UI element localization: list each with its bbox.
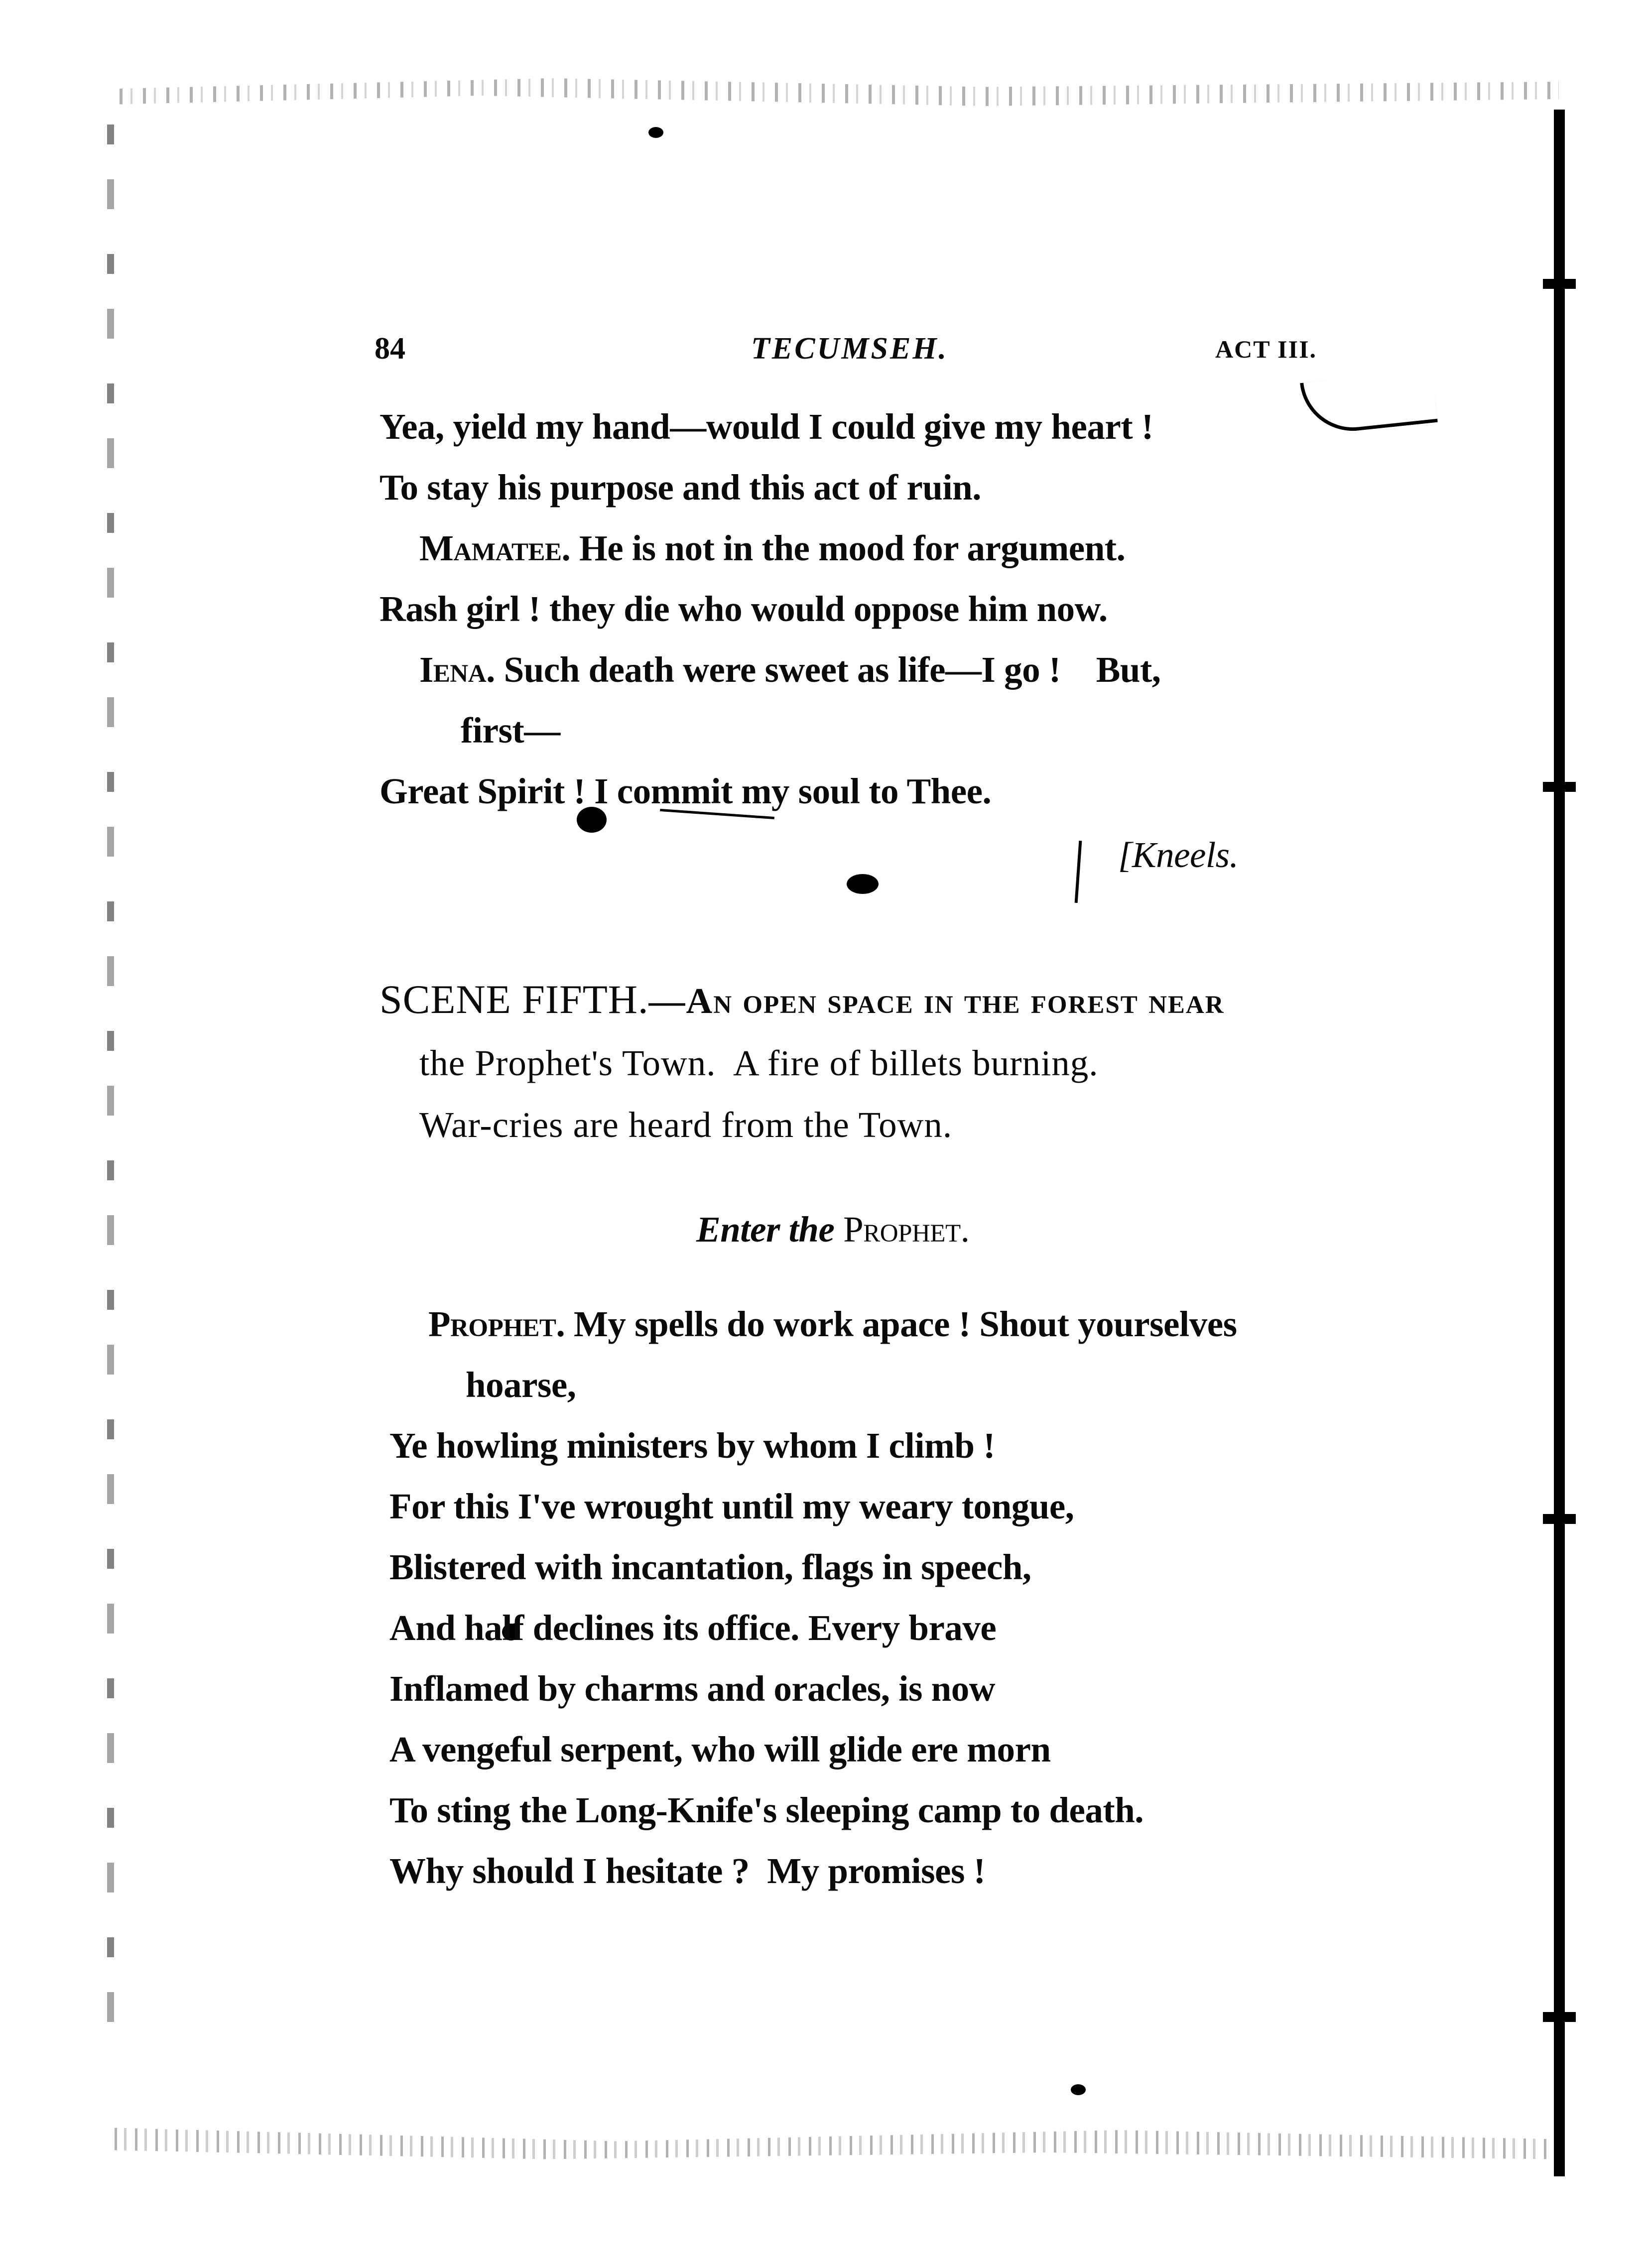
- scene-description: the Prophet's Town. A fire of billets burning.: [419, 1043, 1099, 1083]
- verse-line: hoarse,: [466, 1365, 576, 1405]
- ink-blot: [1071, 2084, 1086, 2095]
- speech-text: Such death were sweet as life—I go ! But,: [504, 649, 1161, 690]
- pencil-mark: [1300, 369, 1438, 436]
- scan-edge-left: [107, 125, 114, 2067]
- verse-line: Blistered with incantation, flags in speech,: [389, 1547, 1031, 1587]
- speech-text: He is not in the mood for argument.: [579, 528, 1126, 568]
- speech-line: [419, 651, 1161, 688]
- verse-line: For this I've wrought until my weary tongue,: [389, 1486, 1074, 1526]
- verse-line: To sting the Long-Knife's sleeping camp to death.: [389, 1790, 1144, 1830]
- scene-dash: —: [648, 981, 686, 1021]
- speaker-name: Iena.: [419, 649, 495, 690]
- ink-blot: [648, 127, 663, 138]
- verse-line: Ye howling ministers by whom I climb !: [389, 1425, 995, 1466]
- scan-edge-notch: [1543, 782, 1576, 792]
- entrance-prefix: Enter the: [696, 1209, 835, 1250]
- scan-edge-top: [120, 75, 1559, 110]
- speech-text: My spells do work apace ! Shout yourselves: [573, 1304, 1237, 1344]
- act-label: ACT III.: [1215, 335, 1317, 363]
- verse-line: Inflamed by charms and oracles, is now: [389, 1668, 995, 1709]
- pencil-mark: [1075, 841, 1082, 903]
- scan-edge-notch: [1543, 279, 1576, 289]
- scene-title: SCENE FIFTH.: [380, 977, 649, 1022]
- running-title: TECUMSEH.: [751, 332, 949, 366]
- verse-line: Yea, yield my hand—would I could give my heart !: [380, 406, 1153, 447]
- scan-edge-notch: [1543, 2012, 1576, 2022]
- verse-line: Great Spirit ! I commit my soul to Thee.: [380, 771, 992, 811]
- scene-heading: [380, 979, 1225, 1020]
- scene-description: An open space in the forest near: [686, 981, 1225, 1021]
- ink-blot: [847, 874, 879, 894]
- speech-line: [428, 1306, 1237, 1342]
- verse-line: To stay his purpose and this act of ruin.: [380, 467, 981, 507]
- scan-edge-notch: [1543, 1514, 1576, 1524]
- verse-line: first—: [461, 710, 560, 751]
- page-number: 84: [375, 332, 405, 366]
- stage-direction: [Kneels.: [1118, 835, 1239, 875]
- scene-description: War-cries are heard from the Town.: [419, 1105, 953, 1145]
- entrance-character: Prophet.: [843, 1209, 970, 1250]
- verse-line: A vengeful serpent, who will glide ere morn: [389, 1729, 1051, 1769]
- speaker-name: Prophet.: [428, 1304, 565, 1344]
- entrance-direction: [696, 1211, 969, 1248]
- speaker-name: Mamatee.: [419, 528, 571, 568]
- scan-edge-bottom: [115, 2117, 1549, 2161]
- scan-edge-right: [1554, 110, 1565, 2176]
- speech-line: [419, 530, 1125, 566]
- verse-line: Why should I hesitate ? My promises !: [389, 1851, 986, 1891]
- verse-line: And half declines its office. Every brave: [389, 1608, 997, 1648]
- verse-line: Rash girl ! they die who would oppose him now.: [380, 589, 1108, 629]
